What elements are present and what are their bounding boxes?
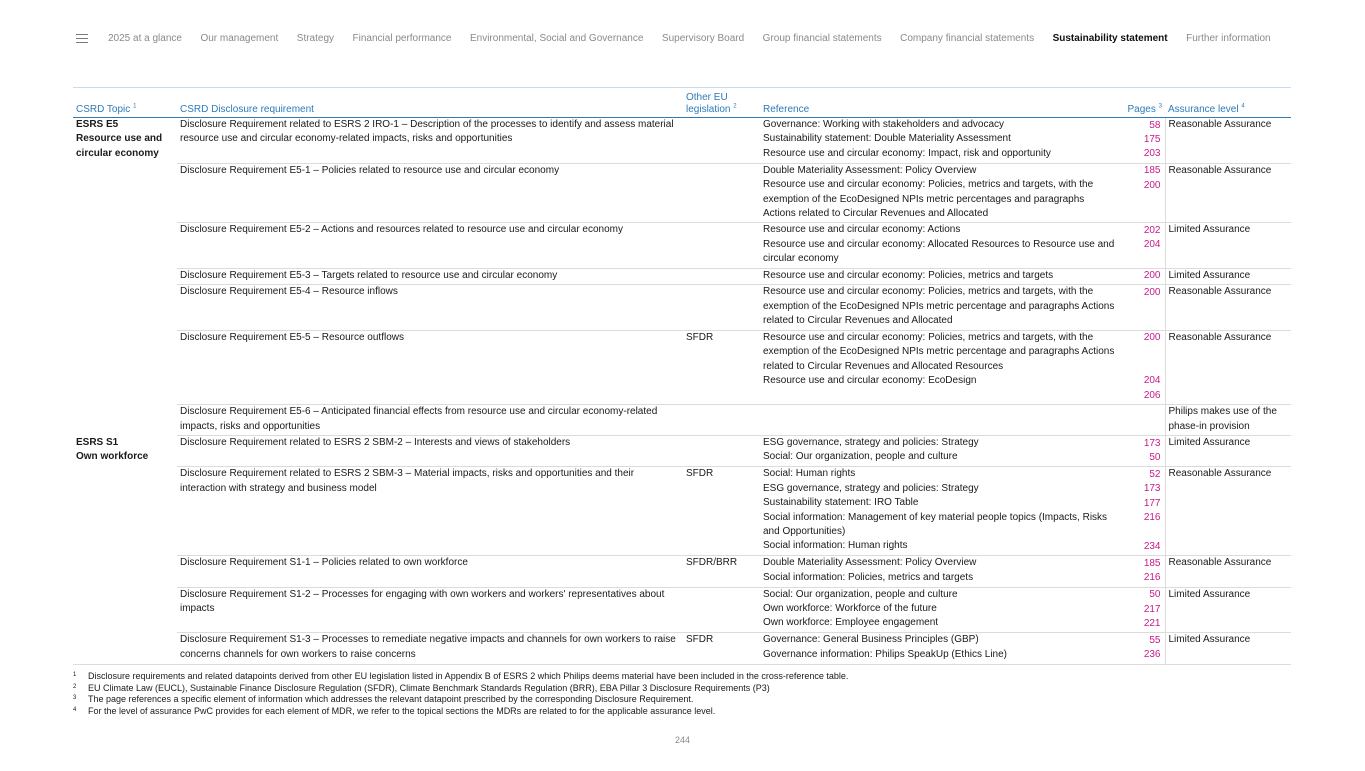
nav-item-supervisory-board[interactable]: Supervisory Board: [661, 32, 745, 44]
csrd-topic-cell: [73, 285, 177, 330]
assurance-level-cell: Reasonable Assurance: [1165, 118, 1291, 164]
table-header-row: [73, 88, 1291, 118]
table-row: [73, 587, 1291, 633]
nav-item-our-management[interactable]: Our management: [200, 32, 279, 44]
reference-item: Resource use and circular economy: Policies, metrics and targets, with the exemption of the EcoDesigned NPIs metric percentage and paragraphs Actions related to Circular Revenues and Allocated: [763, 286, 1115, 327]
page-link[interactable]: 185: [1143, 165, 1161, 177]
footnote: [73, 694, 1293, 706]
footnote-number: 1: [73, 672, 77, 678]
pages-cell: [1121, 633, 1165, 664]
reference-cell: [760, 556, 1121, 587]
reference-cell: [760, 223, 1121, 268]
assurance-level-cell: Reasonable Assurance: [1165, 163, 1291, 223]
pages-cell: [1121, 118, 1165, 164]
reference-item: Governance information: Philips SpeakUp (Ethics Line): [763, 648, 1008, 660]
reference-item: Sustainability statement: IRO Table: [763, 497, 919, 509]
page-link[interactable]: 50: [1149, 451, 1161, 463]
other-eu-legislation-cell: [683, 587, 760, 633]
hamburger-menu-icon[interactable]: [76, 34, 88, 43]
page-link[interactable]: 216: [1143, 512, 1161, 524]
table-row: [73, 405, 1291, 436]
csrd-topic-cell: [73, 587, 177, 633]
assurance-level-cell: Limited Assurance: [1165, 223, 1291, 268]
table-row: [73, 330, 1291, 405]
pages-cell: [1121, 223, 1165, 268]
pages-cell: [1121, 587, 1165, 633]
page-link[interactable]: 221: [1143, 617, 1161, 629]
csrd-topic-line: ESRS S1: [76, 436, 119, 448]
pages-cell: [1121, 467, 1165, 556]
reference-item: Social: Our organization, people and culture: [763, 451, 958, 463]
reference-item: Social information: Human rights: [763, 540, 908, 552]
disclosure-requirement-cell: Disclosure Requirement E5-1 – Policies related to resource use and circular economy: [177, 163, 683, 223]
table-row: [73, 633, 1291, 664]
other-eu-legislation-cell: [683, 405, 760, 436]
reference-item: Own workforce: Workforce of the future: [763, 603, 937, 614]
page-link[interactable]: 204: [1143, 375, 1161, 387]
other-eu-legislation-cell: SFDR: [683, 633, 760, 664]
page-link[interactable]: 202: [1143, 224, 1161, 236]
reference-item: ESG governance, strategy and policies: Strategy: [763, 437, 979, 449]
nav-item-financial-performance[interactable]: Financial performance: [352, 32, 452, 44]
table-body: [73, 118, 1291, 665]
assurance-level-cell: Reasonable Assurance: [1165, 556, 1291, 587]
reference-item: Resource use and circular economy: EcoDesign: [763, 374, 977, 386]
footnote-text: The page references a specific element of information which addresses the relevant datapoint prescribed by the corresponding Disclosure Requirement.: [88, 694, 694, 704]
disclosure-requirement-cell: Disclosure Requirement S1-2 – Processes for engaging with own workers and workers' representatives about impacts: [177, 587, 683, 633]
reference-cell: [760, 436, 1121, 467]
header-other-eu-legislation: Other EU legislation $^2$: [683, 88, 760, 118]
reference-item: Social information: Management of key material people topics (Impacts, Risks and Opportunities): [763, 511, 1108, 537]
csrd-topic-cell: [73, 633, 177, 664]
csrd-topic-line: Resource use and: [76, 133, 163, 145]
page-link[interactable]: 203: [1143, 148, 1161, 160]
assurance-level-cell: Limited Assurance: [1165, 436, 1291, 467]
header-pages: Pages $^3$: [1121, 88, 1165, 118]
nav-item-2025-at-a-glance[interactable]: 2025 at a glance: [108, 32, 182, 44]
reference-item: Social: Human rights: [763, 468, 856, 480]
other-eu-legislation-cell: [683, 268, 760, 285]
csrd-topic-cell: [73, 556, 177, 587]
page-link[interactable]: 216: [1143, 572, 1161, 584]
header-assurance-level: Assurance level $^4$: [1165, 88, 1291, 118]
reference-cell: [760, 330, 1121, 405]
other-eu-legislation-cell: [683, 223, 760, 268]
csrd-topic-cell: [73, 118, 177, 164]
csrd-topic-cell: [73, 405, 177, 436]
pages-cell: [1121, 330, 1165, 405]
page-link[interactable]: 185: [1143, 557, 1161, 569]
csrd-topic-cell: [73, 330, 177, 405]
reference-item: Own workforce: Employee engagement: [763, 617, 939, 629]
page-link[interactable]: 204: [1143, 239, 1161, 251]
cross-reference-table: [73, 87, 1291, 665]
pages-cell: [1121, 163, 1165, 223]
reference-cell: [760, 285, 1121, 330]
csrd-topic-cell: [73, 223, 177, 268]
page-link[interactable]: 177: [1143, 497, 1161, 509]
header-reference: Reference: [760, 88, 1121, 118]
nav-item-further-information[interactable]: Further information: [1186, 32, 1271, 44]
other-eu-legislation-cell: SFDR/BRR: [683, 556, 760, 587]
csrd-topic-cell: [73, 163, 177, 223]
pages-cell: [1121, 268, 1165, 285]
csrd-topic-line: Own workforce: [76, 450, 149, 462]
assurance-level-cell: Philips makes use of the phase-in provision: [1165, 405, 1291, 436]
footnote-text: EU Climate Law (EUCL), Sustainable Finance Disclosure Regulation (SFDR), Climate Benchmark Standards Regulation (BRR), EBA Pillar 3 Disclosure Requirements (P3): [88, 682, 770, 693]
pages-cell: [1121, 556, 1165, 587]
other-eu-legislation-cell: SFDR: [683, 330, 760, 405]
reference-cell: [760, 587, 1121, 633]
pages-cell: [1121, 285, 1165, 330]
page-link[interactable]: 55: [1149, 634, 1161, 646]
page-link[interactable]: 206: [1143, 389, 1161, 401]
page-link[interactable]: 200: [1143, 179, 1161, 191]
reference-item: Double Materiality Assessment: Policy Overview: [763, 164, 977, 176]
top-navigation: [76, 28, 1291, 48]
table-row: [73, 268, 1291, 285]
page-link[interactable]: 50: [1149, 589, 1161, 601]
reference-item: Resource use and circular economy: Impact, risk and opportunity: [763, 147, 1051, 159]
footnote-number: 4: [73, 706, 77, 713]
page-link[interactable]: 200: [1143, 332, 1161, 344]
csrd-topic-line: circular economy: [76, 147, 159, 159]
assurance-level-cell: Reasonable Assurance: [1165, 330, 1291, 405]
footnote: [73, 706, 1293, 718]
nav-item-strategy[interactable]: Strategy: [296, 32, 335, 44]
assurance-level-cell: Reasonable Assurance: [1165, 467, 1291, 556]
assurance-level-cell: Reasonable Assurance: [1165, 285, 1291, 330]
page-link[interactable]: 173: [1143, 483, 1161, 495]
pages-cell: [1121, 436, 1165, 467]
other-eu-legislation-cell: [683, 163, 760, 223]
reference-item: Resource use and circular economy: Policies, metrics and targets, with the exemption of the EcoDesigned NPIs metric percentages and paragraphs Actions related to Circular Revenues and Allocated: [763, 179, 1094, 219]
table-row: [73, 436, 1291, 467]
assurance-level-cell: Limited Assurance: [1165, 633, 1291, 664]
page-link[interactable]: 173: [1143, 437, 1161, 449]
reference-item: Resource use and circular economy: Allocated Resources to Resource use and circular economy: [763, 238, 1115, 265]
nav-item-sustainability-statement[interactable]: Sustainability statement: [1052, 32, 1168, 44]
csrd-topic-cell: [73, 467, 177, 556]
footnotes: [73, 671, 1293, 717]
table-row: [73, 467, 1291, 556]
page-link[interactable]: 58: [1149, 119, 1161, 131]
header-csrd-topic: CSRD Topic $^1$: [73, 88, 177, 118]
disclosure-requirement-cell: Disclosure Requirement related to ESRS 2 SBM-2 – Interests and views of stakeholders: [177, 436, 683, 467]
pages-cell: [1121, 405, 1165, 436]
reference-item: Governance: General Business Principles (GBP): [763, 634, 979, 646]
disclosure-requirement-cell: Disclosure Requirement S1-1 – Policies related to own workforce: [177, 556, 683, 587]
reference-item: Resource use and circular economy: Policies, metrics and targets, with the exemption of the EcoDesigned NPIs metric percentage and paragraphs Actions related to Circular Revenues and Allocated Resources: [763, 331, 1115, 372]
reference-item: Sustainability statement: Double Materiality Assessment: [763, 133, 1011, 145]
reference-cell: [760, 268, 1121, 285]
reference-cell: [760, 633, 1121, 664]
reference-item: ESG governance, strategy and policies: Strategy: [763, 482, 979, 494]
page-link[interactable]: 200: [1143, 270, 1161, 282]
other-eu-legislation-cell: [683, 285, 760, 330]
page-link[interactable]: 217: [1143, 603, 1161, 615]
reference-item: Resource use and circular economy: Actions: [763, 224, 961, 236]
reference-cell: [760, 405, 1121, 436]
footnote: [73, 671, 1293, 683]
reference-cell: [760, 163, 1121, 223]
page-link[interactable]: 236: [1143, 649, 1161, 661]
reference-item: Double Materiality Assessment: Policy Overview: [763, 557, 977, 569]
page-link[interactable]: 52: [1149, 468, 1161, 480]
footnote-text: For the level of assurance PwC provides for each element of MDR, we refer to the topical sections the MDRs are related to for the applicable assurance level.: [88, 705, 716, 716]
reference-item: Social: Our organization, people and culture: [763, 588, 958, 600]
reference-item: Resource use and circular economy: Policies, metrics and targets: [763, 269, 1054, 281]
csrd-topic-line: ESRS E5: [76, 119, 119, 130]
disclosure-requirement-cell: Disclosure Requirement E5-2 – Actions and resources related to resource use and circular economy: [177, 223, 683, 268]
table-row: [73, 285, 1291, 330]
nav-item-group-financial-statements[interactable]: Group financial statements: [762, 32, 882, 44]
other-eu-legislation-cell: SFDR: [683, 467, 760, 556]
page-link[interactable]: 175: [1143, 133, 1161, 145]
footnote-number: 2: [73, 683, 77, 690]
reference-cell: [760, 467, 1121, 556]
page-link[interactable]: 234: [1143, 540, 1161, 552]
table-row: [73, 118, 1291, 164]
reference-item: Social information: Policies, metrics and targets: [763, 571, 974, 583]
disclosure-requirement-cell: Disclosure Requirement S1-3 – Processes to remediate negative impacts and channels for own workers to raise concerns channels for own workers to raise concerns: [177, 633, 683, 664]
assurance-level-cell: Limited Assurance: [1165, 587, 1291, 633]
other-eu-legislation-cell: [683, 436, 760, 467]
table-row: [73, 556, 1291, 587]
disclosure-requirement-cell: Disclosure Requirement E5-5 – Resource outflows: [177, 330, 683, 405]
header-disclosure-requirement: CSRD Disclosure requirement: [177, 88, 683, 118]
nav-item-environmental-social-and-governance[interactable]: Environmental, Social and Governance: [469, 32, 644, 44]
disclosure-requirement-cell: Disclosure Requirement E5-4 – Resource inflows: [177, 285, 683, 330]
footnote: [73, 683, 1293, 695]
page-link[interactable]: 200: [1143, 286, 1161, 298]
reference-cell: [760, 118, 1121, 164]
table-row: [73, 163, 1291, 223]
footnote-text: Disclosure requirements and related datapoints derived from other EU legislation listed in Appendix B of ESRS 2 which Philips deems material have been included in the cross-reference table.: [88, 671, 849, 681]
nav-item-company-financial-statements[interactable]: Company financial statements: [900, 32, 1035, 44]
disclosure-requirement-cell: Disclosure Requirement related to ESRS 2 SBM-3 – Material impacts, risks and opportunities and their interaction with strategy and business model: [177, 467, 683, 556]
csrd-topic-cell: [73, 268, 177, 285]
nav-items: [108, 33, 1271, 44]
other-eu-legislation-cell: [683, 118, 760, 164]
disclosure-requirement-cell: Disclosure Requirement E5-6 – Anticipated financial effects from resource use and circular economy-related impacts, risks and opportunities: [177, 405, 683, 436]
footnote-number: 3: [73, 695, 77, 701]
assurance-level-cell: Limited Assurance: [1165, 268, 1291, 285]
csrd-topic-cell: [73, 436, 177, 467]
table-row: [73, 223, 1291, 268]
reference-item: Governance: Working with stakeholders and advocacy: [763, 119, 1005, 130]
page-number: 244: [674, 735, 691, 745]
disclosure-requirement-cell: Disclosure Requirement related to ESRS 2 IRO-1 – Description of the processes to identify and assess material resource use and circular economy-related impacts, risks and opportunities: [177, 118, 683, 164]
disclosure-requirement-cell: Disclosure Requirement E5-3 – Targets related to resource use and circular economy: [177, 268, 683, 285]
